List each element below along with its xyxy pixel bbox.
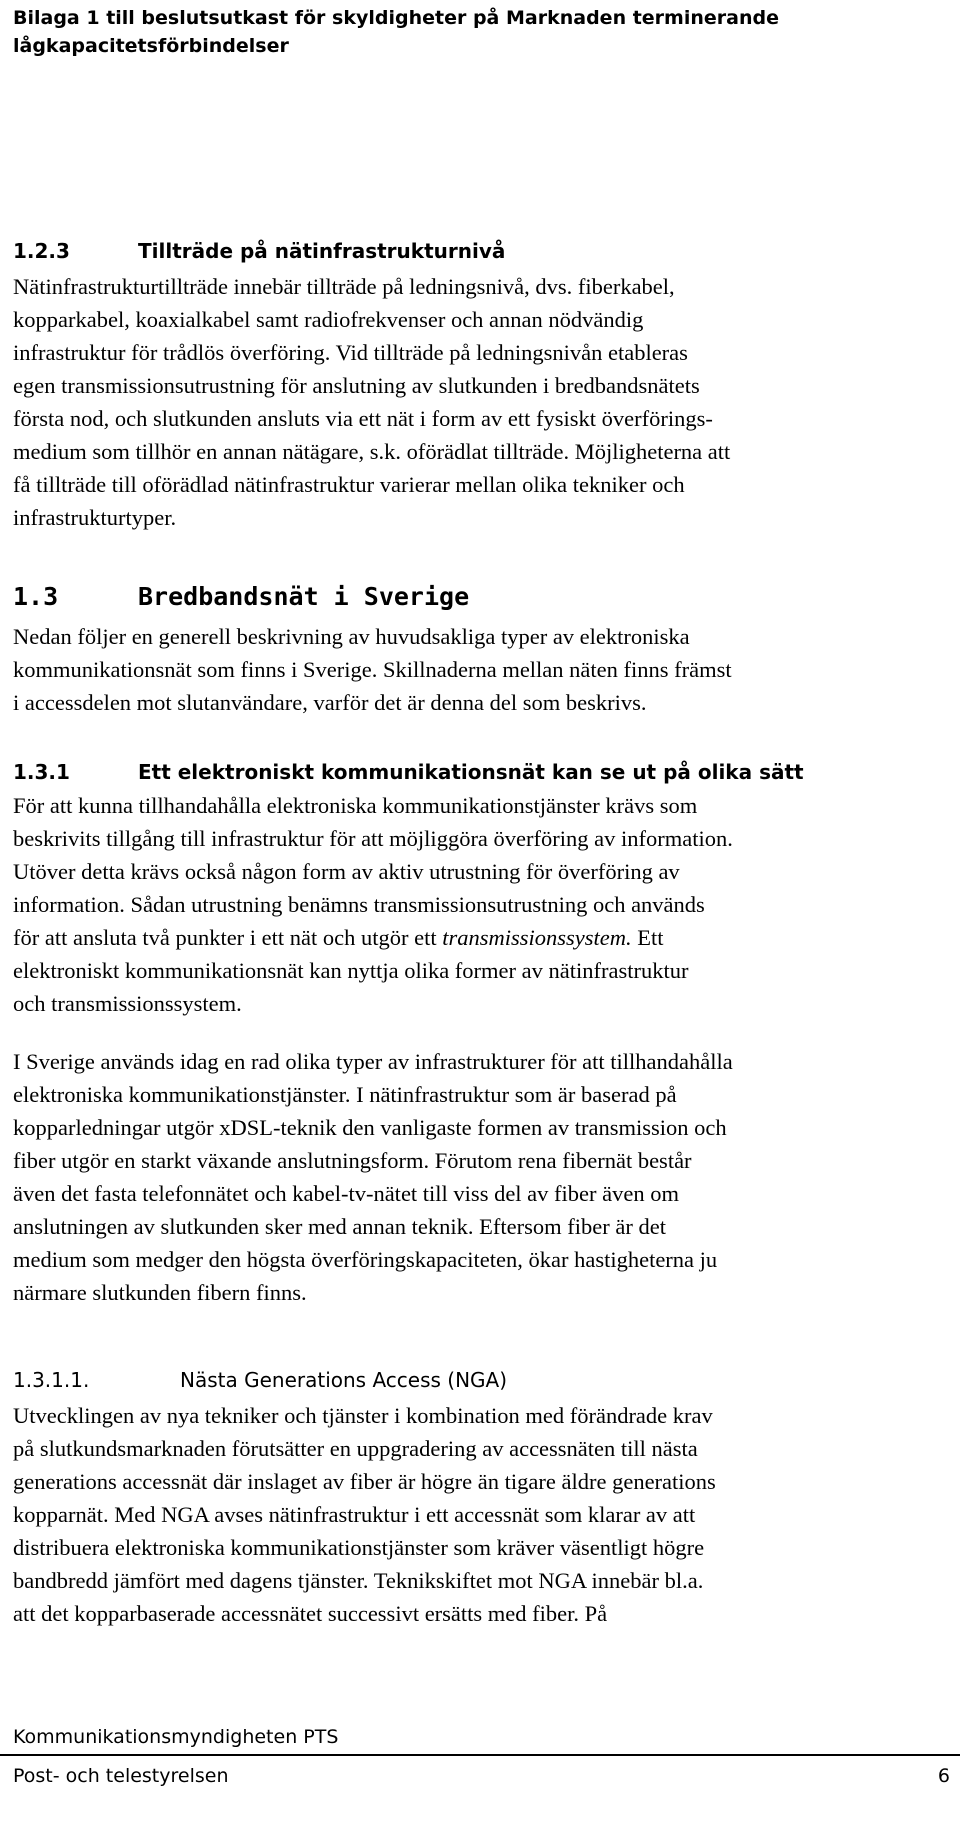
text-line: För att kunna tillhandahålla elektroniska kommunikationstjänster krävs som — [13, 793, 698, 818]
text-line: första nod, och slutkunden ansluts via ett nät i form av ett fysiskt överförings- — [13, 406, 713, 431]
section-number: 1.3 — [13, 582, 59, 611]
section-1-3-1-1 — [13, 1365, 948, 1630]
footer-organization: Kommunikationsmyndigheten PTS — [13, 1726, 339, 1748]
text-line: Utöver detta krävs också någon form av aktiv utrustning för överföring av — [13, 859, 680, 884]
section-title: Bredbandsnät i Sverige — [138, 582, 470, 611]
text-line: få tillträde till oförädlad nätinfrastruktur varierar mellan olika tekniker och — [13, 472, 685, 497]
section-1-3 — [13, 580, 948, 719]
text-line: Nedan följer en generell beskrivning av huvudsakliga typer av elektroniska — [13, 624, 690, 649]
section-1-3-1-paragraph-2 — [13, 1045, 948, 1309]
section-1-2-3 — [13, 236, 948, 534]
section-1-3-heading — [13, 580, 948, 620]
section-title: Tillträde på nätinfrastrukturnivå — [138, 239, 506, 263]
section-1-3-1-1-paragraph — [13, 1399, 948, 1630]
text-line: infrastrukturtyper. — [13, 505, 177, 530]
text-line: och transmissionssystem. — [13, 991, 242, 1016]
section-1-3-1 — [13, 757, 948, 1309]
section-number: 1.3.1 — [13, 760, 70, 784]
section-1-2-3-heading — [13, 236, 948, 270]
section-1-3-paragraph — [13, 620, 948, 719]
italic-term: transmissionssystem. — [442, 925, 632, 950]
footer-publisher: Post- och telestyrelsen — [13, 1765, 229, 1787]
document-header — [13, 4, 913, 60]
text-line: på slutkundsmarknaden förutsätter en uppgradering av accessnäten till nästa — [13, 1436, 698, 1461]
text-line: elektroniskt kommunikationsnät kan nyttja olika former av nätinfrastruktur — [13, 958, 689, 983]
section-1-3-1-paragraph-1 — [13, 789, 948, 1020]
text-line: infrastruktur för trådlös överföring. Vid tillträde på ledningsnivån etableras — [13, 340, 688, 365]
header-title-line-1: Bilaga 1 till beslutsutkast för skyldigheter på Marknaden terminerande — [13, 7, 779, 29]
header-title-line-2: lågkapacitetsförbindelser — [13, 35, 289, 57]
text-line: i accessdelen mot slutanvändare, varför det är denna del som beskrivs. — [13, 690, 647, 715]
text-line: elektroniska kommunikationstjänster. I nätinfrastruktur som är baserad på — [13, 1082, 677, 1107]
footer-divider — [0, 1754, 960, 1756]
text-line: kopparkabel, koaxialkabel samt radiofrekvenser och annan nödvändig — [13, 307, 644, 332]
section-1-3-1-heading — [13, 757, 948, 789]
text-line: medium som tillhör en annan nätägare, s.k. oförädlat tillträde. Möjligheterna att — [13, 439, 731, 464]
section-number: 1.2.3 — [13, 239, 70, 263]
text-line: Nätinfrastrukturtillträde innebär tillträde på ledningsnivå, dvs. fiberkabel, — [13, 274, 675, 299]
text-line: I Sverige används idag en rad olika typer av infrastrukturer för att tillhandahålla — [13, 1049, 733, 1074]
section-title: Ett elektroniskt kommunikationsnät kan se ut på olika sätt — [138, 760, 804, 784]
text-line: distribuera elektroniska kommunikationstjänster som kräver väsentligt högre — [13, 1535, 705, 1560]
text-line — [13, 921, 948, 954]
section-title: Nästa Generations Access (NGA) — [180, 1368, 508, 1392]
section-number: 1.3.1.1. — [13, 1368, 90, 1392]
text-line: även det fasta telefonnätet och kabel-tv-nätet till viss del av fiber även om — [13, 1181, 679, 1206]
text-line: kommunikationsnät som finns i Sverige. Skillnaderna mellan näten finns främst — [13, 657, 732, 682]
text-line: bandbredd jämfört med dagens tjänster. Teknikskiftet mot NGA innebär bl.a. — [13, 1568, 704, 1593]
text-line: anslutningen av slutkunden sker med annan teknik. Eftersom fiber är det — [13, 1214, 666, 1239]
text-segment: för att ansluta två punkter i ett nät och utgör ett — [13, 925, 443, 950]
page-number: 6 — [937, 1765, 950, 1787]
text-line: generations accessnät där inslaget av fiber är högre än tigare äldre generations — [13, 1469, 716, 1494]
text-line: fiber utgör en starkt växande anslutningsform. Förutom rena fibernät består — [13, 1148, 692, 1173]
text-segment: Ett — [631, 925, 664, 950]
section-1-3-1-1-heading — [13, 1365, 948, 1399]
text-line: kopparnät. Med NGA avses nätinfrastruktur i ett accessnät som klarar av att — [13, 1502, 696, 1527]
text-line: egen transmissionsutrustning för anslutning av slutkunden i bredbandsnätets — [13, 373, 700, 398]
text-line: att det kopparbaserade accessnätet successivt ersätts med fiber. På — [13, 1601, 608, 1626]
section-1-2-3-paragraph — [13, 270, 948, 534]
text-line: information. Sådan utrustning benämns transmissionsutrustning och används — [13, 892, 705, 917]
text-line: närmare slutkunden fibern finns. — [13, 1280, 307, 1305]
text-line: beskrivits tillgång till infrastruktur för att möjliggöra överföring av information. — [13, 826, 733, 851]
text-line: kopparledningar utgör xDSL-teknik den vanligaste formen av transmission och — [13, 1115, 727, 1140]
text-line: medium som medger den högsta överföringskapaciteten, ökar hastigheterna ju — [13, 1247, 718, 1272]
text-line: Utvecklingen av nya tekniker och tjänster i kombination med förändrade krav — [13, 1403, 713, 1428]
